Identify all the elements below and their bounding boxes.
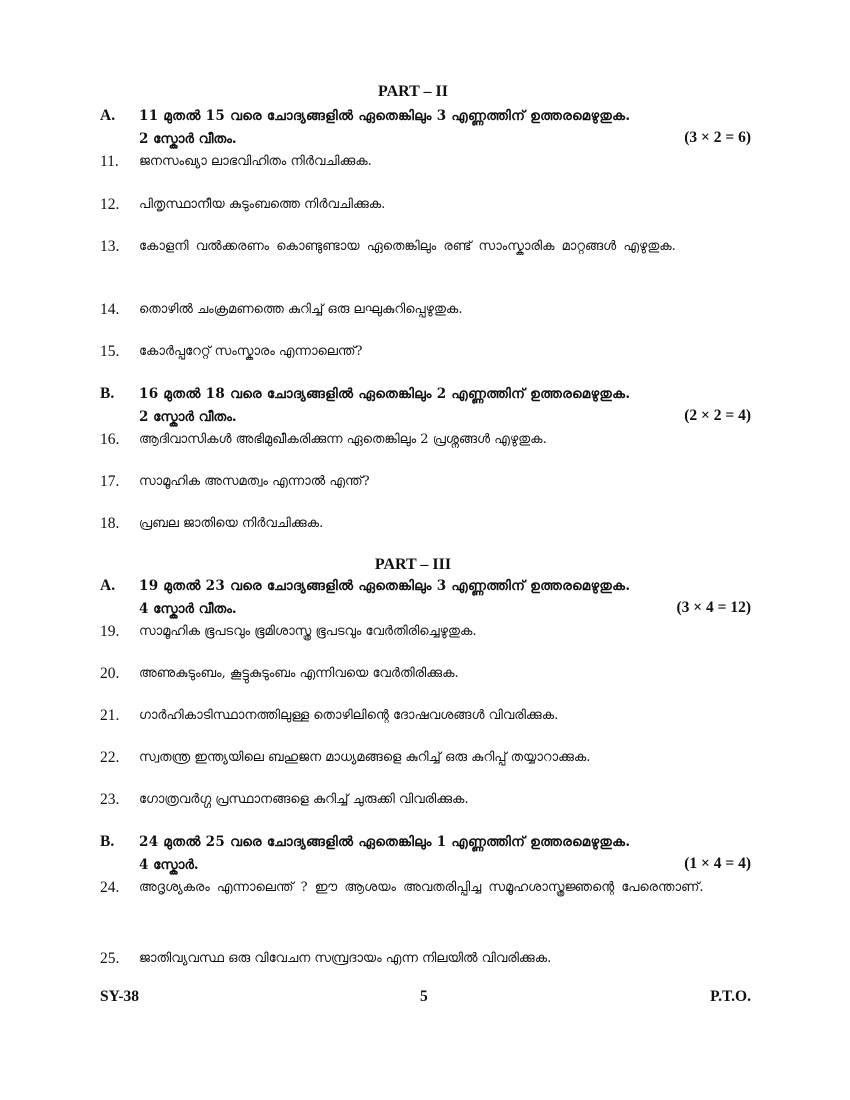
part-3-section-a-letter: A. bbox=[100, 577, 116, 594]
question-number: 17. bbox=[100, 473, 120, 490]
part-2-title: PART – II bbox=[378, 83, 448, 100]
part-2-section-a-score-note: 2 സ്കോർ വീതം. bbox=[139, 131, 237, 147]
question-text: കോർപ്പറേറ്റ് സംസ്കാരം എന്നാലെന്ത്? bbox=[139, 344, 363, 359]
question-text: പിതൃസ്ഥാനീയ കുടുംബത്തെ നിർവചിക്കുക. bbox=[139, 197, 386, 212]
part-3-section-b-marks: (1 × 4 = 4) bbox=[684, 855, 751, 872]
question-text: സാമൂഹിക ഭൂപടവും ഭൂമിശാസ്ത്ര ഭൂപടവും വേർതിരിച്ചെഴുതുക. bbox=[139, 624, 477, 639]
paper-code: SY-38 bbox=[100, 988, 140, 1005]
question-number: 20. bbox=[100, 665, 120, 682]
question-text: സ്വതന്ത്ര ഇന്ത്യയിലെ ബഹുജന മാധ്യമങ്ങളെ കുറിച്ച് ഒരു കുറിപ്പ് തയ്യാറാക്കുക. bbox=[139, 750, 591, 765]
question-text: തൊഴിൽ ചംക്രമണത്തെ കുറിച്ച് ഒരു ലഘുകുറിപ്പെഴുതുക. bbox=[139, 302, 463, 317]
question-text: ജാതിവ്യവസ്ഥ ഒരു വിവേചന സമ്പ്രദായം എന്ന നിലയിൽ വിവരിക്കുക. bbox=[139, 951, 552, 966]
question-number: 22. bbox=[100, 749, 120, 766]
pto-label: P.T.O. bbox=[710, 988, 751, 1005]
question-number: 15. bbox=[100, 343, 120, 360]
part-3-section-a-score-note: 4 സ്കോർ വീതം. bbox=[139, 601, 237, 617]
part-3-title: PART – III bbox=[374, 556, 452, 573]
question-number: 24. bbox=[100, 879, 120, 896]
question-number: 23. bbox=[100, 791, 120, 808]
part-3-section-b-score-note: 4 സ്കോർ. bbox=[139, 857, 199, 873]
question-text: ഗാർഹികാടിസ്ഥാനത്തിലുള്ള തൊഴിലിന്റെ ദോഷവശങ്ങൾ വിവരിക്കുക. bbox=[139, 708, 559, 723]
part-2-section-b-instruction: 16 മുതൽ 18 വരെ ചോദ്യങ്ങളിൽ ഏതെങ്കിലും 2 എണ്ണത്തിന് ഉത്തരമെഴുതുക. bbox=[139, 386, 631, 402]
part-2-section-a-marks: (3 × 2 = 6) bbox=[684, 129, 751, 146]
question-text: ആദിവാസികൾ അഭിമുഖീകരിക്കുന്ന ഏതെങ്കിലും 2 പ്രശ്നങ്ങൾ എഴുതുക. bbox=[139, 432, 547, 447]
page-number: 5 bbox=[420, 988, 428, 1005]
question-text: അണുകുടുംബം, കൂട്ടുകുടുംബം എന്നിവയെ വേർതിരിക്കുക. bbox=[139, 666, 459, 681]
question-text: ജനസംഖ്യാ ലാഭവിഹിതം നിർവചിക്കുക. bbox=[139, 154, 372, 169]
part-3-section-a-instruction: 19 മുതൽ 23 വരെ ചോദ്യങ്ങളിൽ ഏതെങ്കിലും 3 എണ്ണത്തിന് ഉത്തരമെഴുതുക. bbox=[139, 578, 631, 594]
part-2-section-a-instruction: 11 മുതൽ 15 വരെ ചോദ്യങ്ങളിൽ ഏതെങ്കിലും 3 എണ്ണത്തിന് ഉത്തരമെഴുതുക. bbox=[139, 108, 631, 124]
question-text: കോളനി വൽക്കരണം കൊണ്ടുണ്ടായ ഏതെങ്കിലും രണ്ട് സാംസ്കാരിക മാറ്റങ്ങൾ എഴുതുക. bbox=[139, 239, 676, 254]
question-number: 18. bbox=[100, 515, 120, 532]
question-number: 12. bbox=[100, 196, 120, 213]
question-text: പ്രബല ജാതിയെ നിർവചിക്കുക. bbox=[139, 516, 324, 531]
question-number: 13. bbox=[100, 238, 120, 255]
question-number: 11. bbox=[100, 153, 119, 170]
part-2-section-b-score-note: 2 സ്കോർ വീതം. bbox=[139, 409, 237, 425]
question-text: അദൃശ്യകരം എന്നാലെന്ത് ? ഈ ആശയം അവതരിപ്പിച്ച സമൂഹശാസ്ത്രജ്ഞന്റെ പേരെന്താണ്. bbox=[139, 880, 704, 895]
question-number: 14. bbox=[100, 301, 120, 318]
question-number: 16. bbox=[100, 431, 120, 448]
part-2-section-b-marks: (2 × 2 = 4) bbox=[684, 407, 751, 424]
question-text: ഗോത്രവർഗ്ഗ പ്രസ്ഥാനങ്ങളെ കുറിച്ച് ചുരുക്കി വിവരിക്കുക. bbox=[139, 792, 469, 807]
part-3-section-b-instruction: 24 മുതൽ 25 വരെ ചോദ്യങ്ങളിൽ ഏതെങ്കിലും 1 എണ്ണത്തിന് ഉത്തരമെഴുതുക. bbox=[139, 834, 631, 850]
question-text: സാമൂഹിക അസമത്വം എന്നാൽ എന്ത്? bbox=[139, 474, 370, 489]
part-3-section-a-marks: (3 × 4 = 12) bbox=[676, 599, 751, 616]
part-3-section-b-letter: B. bbox=[100, 833, 115, 850]
part-2-section-b-letter: B. bbox=[100, 385, 115, 402]
part-2-section-a-letter: A. bbox=[100, 107, 116, 124]
question-number: 19. bbox=[100, 623, 120, 640]
question-number: 25. bbox=[100, 950, 120, 967]
question-number: 21. bbox=[100, 707, 120, 724]
